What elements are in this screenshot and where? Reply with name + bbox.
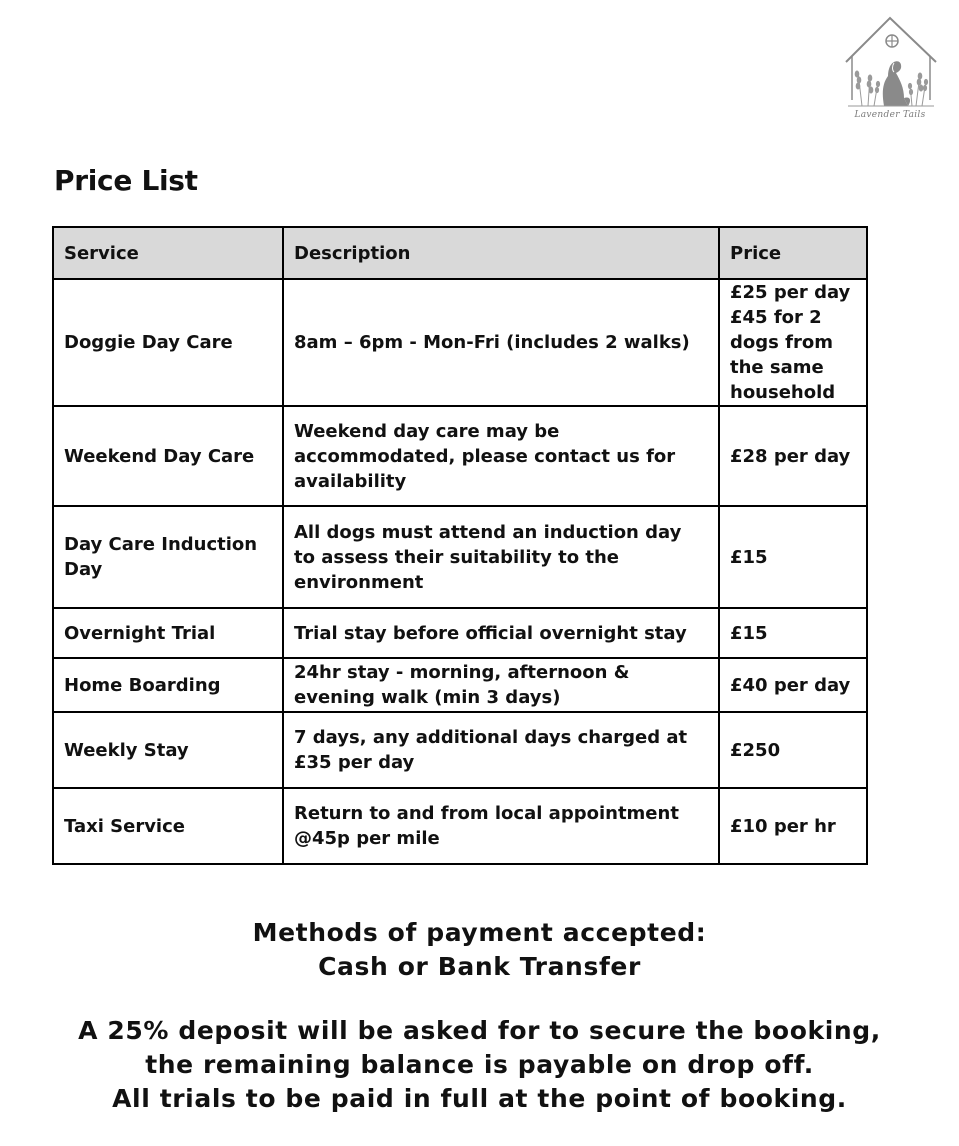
deposit-terms — [0, 1014, 959, 1116]
table-header-row — [53, 227, 867, 279]
description-cell: Trial stay before official overnight stay — [283, 608, 719, 658]
table-row — [53, 406, 867, 506]
service-cell: Home Boarding — [53, 658, 283, 712]
house-dog-lavender-logo-icon — [838, 14, 942, 110]
description-cell: All dogs must attend an induction day to assess their suitability to the environment — [283, 506, 719, 608]
payment-options: Cash or Bank Transfer — [318, 952, 641, 981]
table-row — [53, 658, 867, 712]
price-cell: £15 — [719, 608, 867, 658]
service-cell: Doggie Day Care — [53, 279, 283, 406]
logo-text: Lavender Tails — [854, 110, 926, 120]
description-cell: 7 days, any additional days charged at £35 per day — [283, 712, 719, 788]
description-cell: 8am – 6pm - Mon-Fri (includes 2 walks) — [283, 279, 719, 406]
description-cell: Weekend day care may be accommodated, please contact us for availability — [283, 406, 719, 506]
price-cell: £25 per day £45 for 2 dogs from the same household — [719, 279, 867, 406]
header-service: Service — [53, 227, 283, 279]
header-price: Price — [719, 227, 867, 279]
price-cell: £40 per day — [719, 658, 867, 712]
payment-heading: Methods of payment accepted: — [252, 918, 707, 947]
description-cell: 24hr stay - morning, afternoon & evening walk (min 3 days) — [283, 658, 719, 712]
price-cell: £15 — [719, 506, 867, 608]
description-cell: Return to and from local appointment @45p per mile — [283, 788, 719, 864]
service-cell: Overnight Trial — [53, 608, 283, 658]
table-row — [53, 712, 867, 788]
page-title: Price List — [54, 164, 198, 197]
deposit-line-1: A 25% deposit will be asked for to secure the booking, — [78, 1016, 881, 1045]
table-row — [53, 788, 867, 864]
price-cell: £250 — [719, 712, 867, 788]
price-cell: £28 per day — [719, 406, 867, 506]
price-table — [52, 226, 868, 865]
service-cell: Weekly Stay — [53, 712, 283, 788]
header-description: Description — [283, 227, 719, 279]
payment-methods — [0, 916, 959, 984]
table-row — [53, 279, 867, 406]
service-cell: Weekend Day Care — [53, 406, 283, 506]
lavender-tails-logo — [838, 14, 942, 126]
deposit-line-3: All trials to be paid in full at the point of booking. — [112, 1084, 847, 1113]
service-cell: Day Care Induction Day — [53, 506, 283, 608]
table-row — [53, 506, 867, 608]
price-cell: £10 per hr — [719, 788, 867, 864]
table-row — [53, 608, 867, 658]
deposit-line-2: the remaining balance is payable on drop off. — [145, 1050, 814, 1079]
service-cell: Taxi Service — [53, 788, 283, 864]
